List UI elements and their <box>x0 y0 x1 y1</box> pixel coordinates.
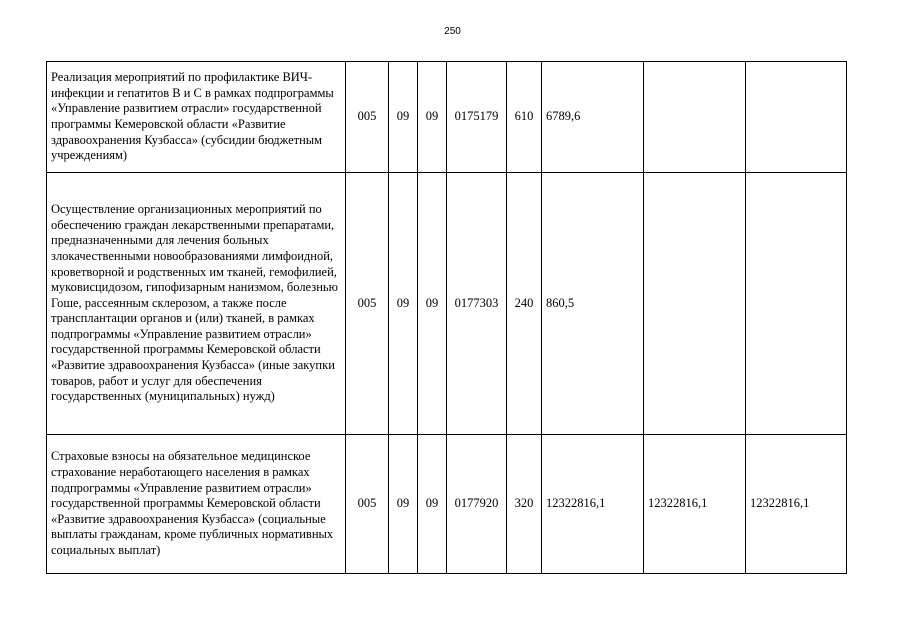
subsection-code: 09 <box>418 173 447 435</box>
target-article-code: 0177303 <box>447 173 507 435</box>
row-description: Осуществление организационных мероприятий по обеспечению граждан лекарственными препаратами, предназначенными для лечения больных злокачественными новообразованиями лимфоидной, кроветворной и родственных им тканей, гемофилией, муковисцидозом, гипофизарным нанизмом, болезнью Гоше, рассеянным склерозом, а также после трансплантации органов и (или) тканей, в рамках подпрограммы «Управление развитием отрасли» государственной программы Кемеровской области «Развитие здравоохранения Кузбасса» (иные закупки товаров, работ и услуг для обеспечения государственных (муниципальных) нужд) <box>47 173 346 435</box>
amount-year-1: 6789,6 <box>542 62 644 173</box>
budget-table <box>46 61 847 574</box>
amount-year-1: 12322816,1 <box>542 435 644 574</box>
amount-year-3 <box>746 62 847 173</box>
expense-type-code: 320 <box>507 435 542 574</box>
expense-type-code: 610 <box>507 62 542 173</box>
target-article-code: 0177920 <box>447 435 507 574</box>
table-row <box>47 435 847 574</box>
ministry-code: 005 <box>346 62 389 173</box>
ministry-code: 005 <box>346 435 389 574</box>
target-article-code: 0175179 <box>447 62 507 173</box>
row-description: Реализация мероприятий по профилактике ВИЧ-инфекции и гепатитов B и C в рамках подпрограммы «Управление развитием отрасли» государственной программы Кемеровской области «Развитие здравоохранения Кузбасса» (субсидии бюджетным учреждениям) <box>47 62 346 173</box>
expense-type-code: 240 <box>507 173 542 435</box>
amount-year-1: 860,5 <box>542 173 644 435</box>
table-row <box>47 62 847 173</box>
subsection-code: 09 <box>418 435 447 574</box>
amount-year-2: 12322816,1 <box>644 435 746 574</box>
amount-year-2 <box>644 62 746 173</box>
amount-year-2 <box>644 173 746 435</box>
row-description: Страховые взносы на обязательное медицинское страхование неработающего населения в рамках подпрограммы «Управление развитием отрасли» государственной программы Кемеровской области «Развитие здравоохранения Кузбасса» (социальные выплаты гражданам, кроме публичных нормативных социальных выплат) <box>47 435 346 574</box>
subsection-code: 09 <box>418 62 447 173</box>
amount-year-3 <box>746 173 847 435</box>
table-row <box>47 173 847 435</box>
page-number: 250 <box>444 26 461 37</box>
ministry-code: 005 <box>346 173 389 435</box>
section-code: 09 <box>389 173 418 435</box>
section-code: 09 <box>389 435 418 574</box>
amount-year-3: 12322816,1 <box>746 435 847 574</box>
section-code: 09 <box>389 62 418 173</box>
